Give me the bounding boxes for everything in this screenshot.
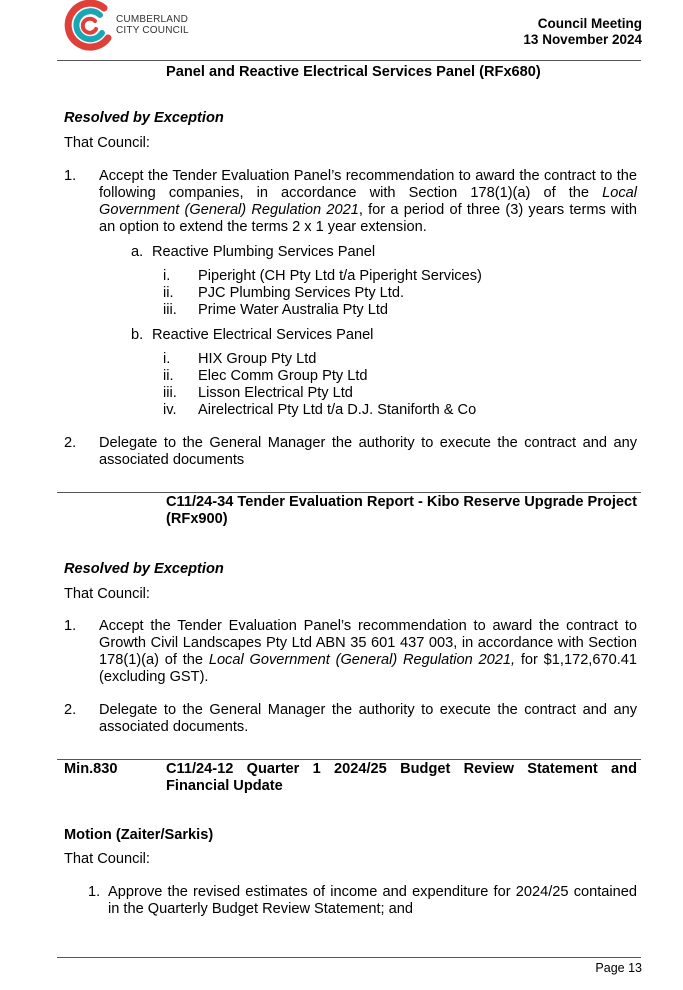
section3-rule xyxy=(57,759,641,760)
section3-item1-num: 1. xyxy=(88,884,101,900)
section2-item2-text: Delegate to the General Manager the authority to execute the contract and any associated documents. xyxy=(99,702,637,735)
meeting-date: 13 November 2024 xyxy=(523,32,642,47)
logo-mark-icon xyxy=(64,0,116,52)
section1-title: Panel and Reactive Electrical Services Panel (RFx680) xyxy=(166,64,541,80)
section1-resolved: Resolved by Exception xyxy=(64,110,224,126)
sub-b-item-num: iv. xyxy=(163,402,177,418)
org-name xyxy=(116,14,189,36)
minute-number: Min.830 xyxy=(64,761,118,777)
footer-rule xyxy=(57,957,641,958)
sub-a-item-num: i. xyxy=(163,268,171,284)
sub-a-item-num: iii. xyxy=(163,302,177,318)
sub-a-item-num: ii. xyxy=(163,285,174,301)
section2-title: C11/24-34 Tender Evaluation Report - Kibo Reserve Upgrade Project (RFx900) xyxy=(166,494,637,527)
section2-item2-num: 2. xyxy=(64,702,77,718)
org-name-line2: CITY COUNCIL xyxy=(116,25,189,36)
sub-a-label: a. xyxy=(131,244,144,260)
sub-b-title: Reactive Electrical Services Panel xyxy=(152,327,374,343)
section3-item1-text: Approve the revised estimates of income and expenditure for 2024/25 contained in the Quarterly Budget Review Statement; and xyxy=(108,884,637,917)
sub-b-item: Elec Comm Group Pty Ltd xyxy=(198,368,368,384)
sub-b-item: Airelectrical Pty Ltd t/a D.J. Staniforth & Co xyxy=(198,402,477,418)
section2-item1-text: Accept the Tender Evaluation Panel’s recommendation to award the contract to Growth Civil Landscapes Pty Ltd ABN 35 601 437 003, in accordance with Section 178(1)(a) of the Local Government (General) Regulation 2021, for $1,172,670.41 (excluding GST). xyxy=(99,618,637,685)
page-number: Page 13 xyxy=(595,961,642,975)
sub-b-item-num: iii. xyxy=(163,385,177,401)
section1-intro: That Council: xyxy=(64,135,150,151)
sub-a-item: Prime Water Australia Pty Ltd xyxy=(198,302,389,318)
council-logo xyxy=(64,0,116,52)
sub-b-item-num: ii. xyxy=(163,368,174,384)
section2-rule xyxy=(57,492,641,493)
sub-b-item: Lisson Electrical Pty Ltd xyxy=(198,385,353,401)
sub-b-label: b. xyxy=(131,327,144,343)
org-name-line1: CUMBERLAND xyxy=(116,14,189,25)
sub-b-item-num: i. xyxy=(163,351,171,367)
sub-a-title: Reactive Plumbing Services Panel xyxy=(152,244,376,260)
section2-intro: That Council: xyxy=(64,586,150,602)
header-rule xyxy=(57,60,641,61)
section2-item1-num: 1. xyxy=(64,618,77,634)
section1-item1-text: Accept the Tender Evaluation Panel’s recommendation to award the contract to the following companies, in accordance with Section 178(1)(a) of the Local Government (General) Regulation 2021, for a period of three (3) years terms with an option to extend the terms 2 x 1 year extension. xyxy=(99,168,637,235)
section2-resolved: Resolved by Exception xyxy=(64,561,224,577)
section1-item2-num: 2. xyxy=(64,435,77,451)
section1-item2-text: Delegate to the General Manager the authority to execute the contract and any associated documents xyxy=(99,435,637,468)
sub-b-item: HIX Group Pty Ltd xyxy=(198,351,317,367)
sub-a-item: PJC Plumbing Services Pty Ltd. xyxy=(198,285,405,301)
sub-a-item: Piperight (CH Pty Ltd t/a Piperight Services) xyxy=(198,268,482,284)
meeting-title: Council Meeting xyxy=(537,16,642,31)
section3-title: C11/24-12 Quarter 1 2024/25 Budget Review Statement and Financial Update xyxy=(166,761,637,794)
section1-item1-num: 1. xyxy=(64,168,77,184)
section3-motion: Motion (Zaiter/Sarkis) xyxy=(64,827,214,843)
section3-intro: That Council: xyxy=(64,851,150,867)
meeting-header xyxy=(342,16,642,48)
